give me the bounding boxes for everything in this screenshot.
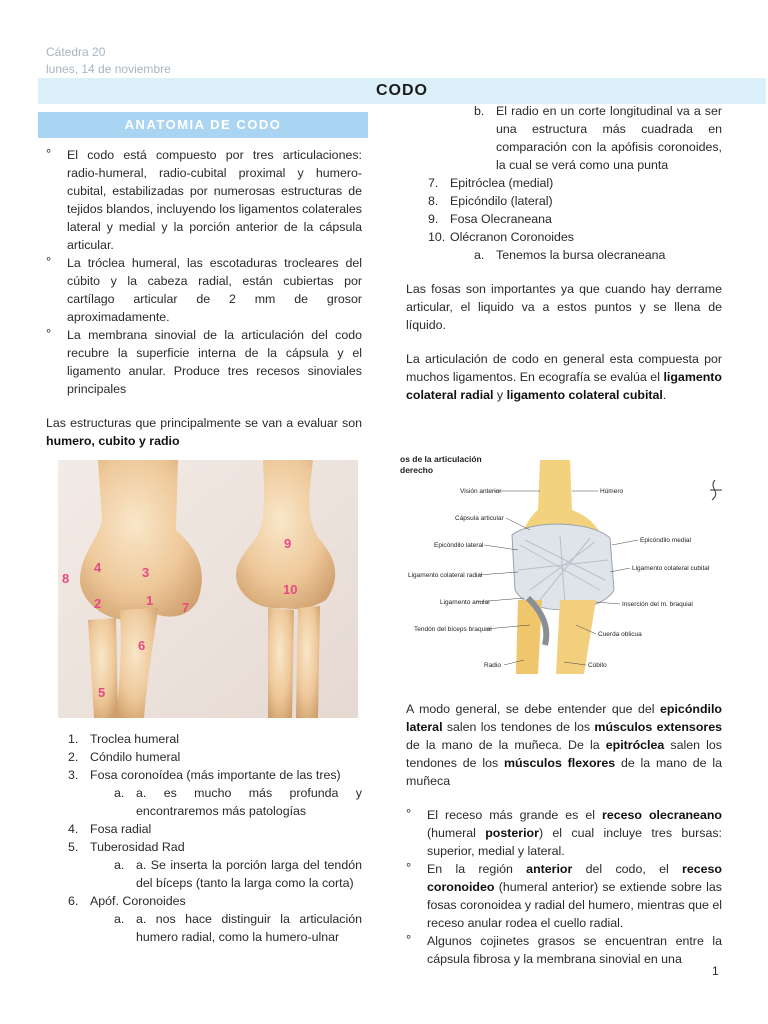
bone-label: 7 <box>182 600 190 615</box>
list-item: 6. Apóf. Coronoides a. a. nos hace distinguir la articulación humero radial, como la humero-ulnar <box>68 894 362 944</box>
bone-label: 5 <box>98 685 106 700</box>
structures-list-right <box>428 174 722 264</box>
svg-text:Inserción del m. braquial: Inserción del m. braquial <box>622 601 693 608</box>
right-column <box>406 102 722 420</box>
svg-text:Ligamento colateral cubital: Ligamento colateral cubital <box>632 565 710 572</box>
list-item: 3. Fosa coronoídea (más importante de las tres) a. a. es mucho más profunda y encontraremos más patologías <box>68 768 362 818</box>
svg-text:Radio: Radio <box>484 662 501 669</box>
intro-paragraph: Las estructuras que principalmente se van a evaluar son humero, cubito y radio <box>46 416 362 448</box>
general-paragraph: A modo general, se debe entender que del epicóndilo lateral salen los tendones de los músculos extensores de la mano de la muñeca. De la epitróclea salen los tendones de los músculos flexores de la mano de la muñeca <box>406 702 723 788</box>
bone-label: 10 <box>283 582 298 597</box>
svg-text:Cuerda oblicua: Cuerda oblicua <box>598 631 642 638</box>
left-column <box>46 146 362 466</box>
list-item: 2. Cóndilo humeral <box>68 750 181 764</box>
sub-item: a. Tenemos la bursa olecraneana <box>474 248 666 262</box>
fosas-paragraph: Las fosas son importantes ya que cuando hay derrame articular, el liquido va a estos puntos y se llena de líquido. <box>406 282 722 332</box>
sub-item: a. a. nos hace distinguir la articulación humero radial, como la humero-ulnar <box>114 912 362 944</box>
bullet-item: ° El receso más grande es el receso olecraneano (humeral posterior) el cual incluye tres bursas: superior, medial y lateral. <box>406 806 722 860</box>
bone-label: 8 <box>62 571 70 586</box>
bone-label: 4 <box>94 560 102 575</box>
structures-list-left <box>68 730 362 946</box>
bullet-item: ° La membrana sinovial de la articulación del codo recubre la superficie interna de la cápsula y el ligamento anular. Produce tres recesos sinoviales principales <box>46 326 362 398</box>
svg-text:derecho: derecho <box>400 465 434 475</box>
list-item: 1. Troclea humeral <box>68 732 180 746</box>
svg-text:Epicóndilo medial: Epicóndilo medial <box>640 537 691 544</box>
sub-item: a. a. Se inserta la porción larga del tendón del bíceps (tanto la larga como la corta) <box>114 858 362 890</box>
ligamentos-paragraph: La articulación de codo en general esta compuesta por muchos ligamentos. En ecografía se evalúa el ligamento colateral radial y ligamento colateral cubital. <box>406 352 722 402</box>
svg-text:Visión anterior: Visión anterior <box>460 488 502 495</box>
list-item: 5. Tuberosidad Rad a. a. Se inserta la porción larga del tendón del bíceps (tanto la larga como la corta) <box>68 840 362 890</box>
list-item: 4. Fosa radial <box>68 822 152 836</box>
bullet-item: ° La tróclea humeral, las escotaduras trocleares del cúbito y la cabeza radial, están cubiertas por cartílago articular de 2 mm de grosor aproximadamente. <box>46 254 362 326</box>
page-title: CODO <box>38 78 766 104</box>
svg-text:Ligamento colateral radial: Ligamento colateral radial <box>408 572 483 579</box>
svg-text:Cápsula articular: Cápsula articular <box>455 515 504 522</box>
section-heading: ANATOMIA DE CODO <box>38 112 368 138</box>
page-number: 1 <box>712 964 719 978</box>
elbow-bones-illustration <box>58 460 358 718</box>
bone-label: 3 <box>142 565 150 580</box>
bullet-item: ° El codo está compuesto por tres articulaciones: radio-humeral, radio-cubital proximal y humero-cubital, estabilizadas por numerosas estructuras de tejidos blandos, incluyendo los ligamentos colaterales lateral y medial y la porción anterior de la cápsula articular. <box>46 146 362 254</box>
svg-text:Húmero: Húmero <box>600 488 624 495</box>
intro-bullets <box>46 146 362 398</box>
elbow-ligaments-illustration <box>400 450 730 678</box>
bone-label: 9 <box>284 536 292 551</box>
right-lower-text <box>406 700 722 984</box>
ligaments-diagram <box>400 450 730 678</box>
bullet-item: ° En la región anterior del codo, el receso coronoideo (humeral anterior) se extiende sobre las fosas coronoidea y radial del humero, mientras que el receso anular rodea el cuello radial. <box>406 860 722 932</box>
recesos-bullets <box>406 806 722 968</box>
svg-text:Epicóndilo lateral: Epicóndilo lateral <box>434 542 484 549</box>
list-item: 7. Epitróclea (medial) <box>428 176 554 190</box>
bullet-item: ° Algunos cojinetes grasos se encuentran entre la cápsula fibrosa y la membrana sinovial en una <box>406 932 722 968</box>
sub-item: b. El radio en un corte longitudinal va a ser una estructura más cuadrada en comparación con la apófisis coronoides, la cual se verá como una punta <box>474 104 722 172</box>
bones-photo <box>58 460 358 718</box>
svg-text:Tendón del bíceps braquial: Tendón del bíceps braquial <box>414 626 492 633</box>
list-item: 8. Epicóndilo (lateral) <box>428 194 553 208</box>
list-item: 10. Olécranon Coronoides a. Tenemos la bursa olecraneana <box>428 228 722 264</box>
bone-label: 2 <box>94 596 102 611</box>
date-label: lunes, 14 de noviembre <box>46 62 171 76</box>
list-item: 9. Fosa Olecraneana <box>428 212 552 226</box>
bone-label: 1 <box>146 593 154 608</box>
svg-text:Cúbito: Cúbito <box>588 662 607 669</box>
bone-label: 6 <box>138 638 146 653</box>
svg-text:os de la articulación: os de la articulación <box>400 454 482 464</box>
svg-text:Ligamento anular: Ligamento anular <box>440 599 491 606</box>
catedra-label: Cátedra 20 <box>46 45 106 59</box>
sub-item: a. a. es mucho más profunda y encontraremos más patologías <box>114 786 362 818</box>
